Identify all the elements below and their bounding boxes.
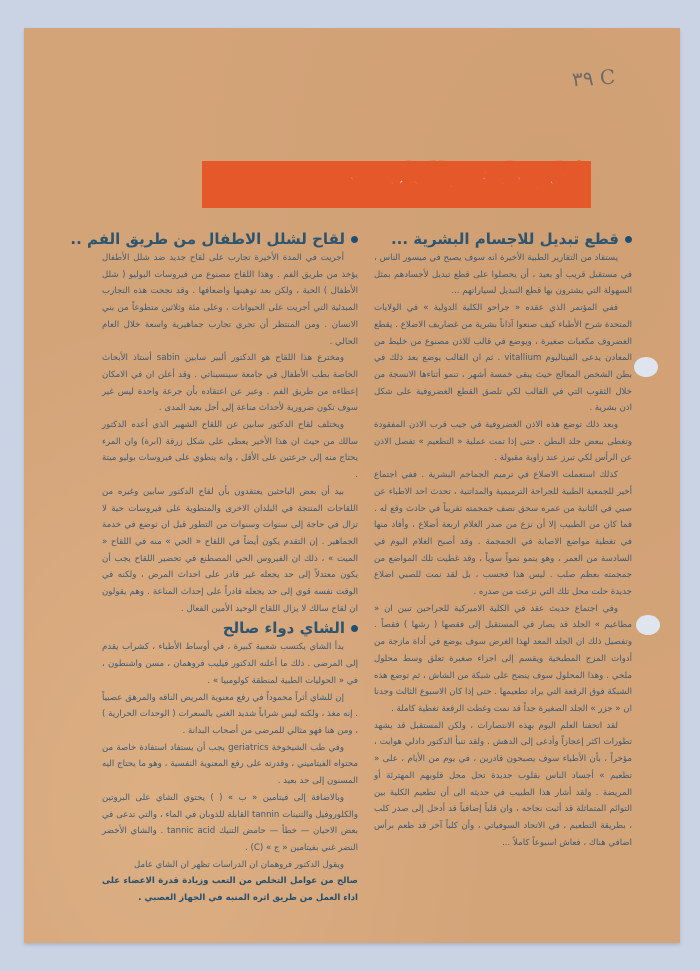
article-heading (374, 228, 632, 250)
paragraph: كذلك استعملت الاضلاع في ترميم الجماجم البشرية . ففي اجتماع أخير للجمعية الطبية للجراحة الترميمية والمداتنية ، تحدث احد الاطباء عن صبي في الثانية من عمره سحق نصف جمجمته تقريباً في حادث وقع له . فما كان من الطبيب إلا أن نزع من صدر الغلام اربعة أضلاع ، وأفاد منها في تغطية مواضع الاصابة في الجمجمة . وقد أصبح الغلام اليوم في السادسة من العمر ، وهو ينمو نمواً سوياً ، وقد غطيت تلك المواضع من جمجمته بعظم صلب . ليس هذا فحسب ، بل لقد نمت للصبي اضلاع جديدة حلت محل تلك التي نزعت من صدره . (374, 470, 632, 598)
heading-text: قطع تبديل للاجسام البشرية ... (390, 230, 619, 248)
paragraph: بيد أن بعض الباحثين يعتقدون بأن لقاح الدكتور سابين وغيره من اللقاحات المنتجة في البلدان الاخرى والمنطوية على فيروسات حية لا تزال في حاجة إلى سنوات وسنوات من التطور قبل ان توضع في خدمة الجماهير . إن التقدم يكون أيضاً في اللقاح « الحي » منه في اللقاح « الميت » ، ذلك ان الفيروس الحي المصطنع في تحضير اللقاح يجب أن يكون معتدلاً إلى حد يجعله غير قادر على احداث المرض ، ولكنه في الوقت نفسه قوي إلى حد يجعله قادراً على إحداث المناعة . وهم يقولون ان لقاح سالك لا يزال اللقاح الوحيد الأمين الفعال . (102, 486, 358, 614)
paragraph: ويختلف لقاح الدكتور سابين عن اللقاح الشهير الذي أعده الدكتور سالك من حيث ان هذا الأخير يعطى على شكل زرقة (ابرة) وان المرء يحتاج منه إلى جرعتين على الأقل ، وانه ينطوي على فيروسات بوليو ميتة . (102, 420, 358, 481)
bullet-icon (351, 236, 358, 243)
bullet-icon (625, 236, 632, 243)
punch-hole (636, 615, 660, 635)
article-heading-tea (102, 617, 358, 639)
banner-title: كل ما في الطب من جديد (245, 158, 573, 193)
paragraph: أجريت في المدة الأخيرة تجارب على لقاح جديد ضد شلل الأطفال يؤخذ من طريق الفم . وهذا اللقاح مصنوع من فيروسات البوليو ( شلل الأطفال ) الحية ، ولكن بعد توهينها واضعافها . وقد نجحت هذه التجارب المبدئية التي أجريت على الحيوانات ، وعلى مئة وثلاثين متطوعاً من بني الانسان . ومن المنتظر أن تجري تجارب جماهيرية واسعة خلال العام الحالي . (102, 253, 358, 347)
article-body-parts-replacement (374, 228, 632, 851)
paragraph: ويقول الدكتور فروهمان ان الدراسات تظهر ان الشاي عامل (133, 859, 344, 870)
paragraph: وفي اجتماع حديث عقد في الكلية الاميركية للجراحين تبين ان « مطاعيم » الجلد قد يصار في المستقبل إلى فقصها ( رشها ) فقصاً . وتفصيل ذلك ان الجلد المعد لهذا الغرض سوف يوضع في أداة مازجة من أدوات المزج المطبخية ويقسم إلى اجزاء صغيرة تعلق وسط محلول ملحي . وهذا المحلول سوف ينضح على شبكة من الشاش ، ثم توضع هذه الشبكة فوق الرقعة التي يراد تطعيمها . حتى إذا كان الاسبوع الثالث وجدنا ان « جزر » الجلد الصغيرة جداً قد نمت وغطت الرقعة تغطية كاملة . (374, 603, 632, 714)
punch-hole (634, 357, 658, 377)
bullet-icon (351, 625, 358, 632)
closing-bold-paragraph: صالح من عوامل التخلص من التعب وزيادة قدرة الاعضاء على اداء العمل من طريق اثره المنبه في الجهاز العصبي . (102, 876, 358, 904)
article-heading-polio (70, 228, 358, 250)
handwritten-folio-mark: ٣٩ C (571, 64, 618, 92)
paragraph: وبعد ذلك توضع هذه الاذن الغضروفية في جيب قرب الاذن المفقودة وتغطى ببعض جلد البطن . حتى إذا تمت عملية « التطعيم » تفصل الاذن عن الرأس لكي تبرز عند زاوية مقبولة . (374, 420, 632, 464)
heading-text: الشاي دواء صالح (222, 619, 345, 638)
paragraph: وفي طب الشيخوخة geriatrics يجب أن يستفاد استفادة خاصة من محتواه الفيتاميني ، وقدرته على رفع المعنوية النفسية ، وهو ما يحتاج اليه المسنون إلى حد بعيد . (102, 742, 358, 787)
paragraph: وبالاضافة إلى فيتامين « ب » ( ) يحتوي الشاي على البروتين والكلوروفيل والتنينات tannin القابلة للذوبان في الماء ، والتي تدعى في بعض الاحيان — خطأ — حامض التنيك tannic acid . والشاي الأخضر النضر غني بفيتامين « ج » (C) . (102, 792, 359, 853)
paragraph: يستفاد من التقارير الطبية الأخيرة انه سوف يصبح في ميسور الناس ، في مستقبل قريب أو بعيد ، أن يحصلوا على قطع تبديل لأجسادهم بمثل السهولة التي يشترون بها قطع التبديل لسياراتهم ... (374, 253, 632, 297)
heading-text: لقاح لشلل الاطفال من طريق الفم .. (70, 230, 345, 248)
magazine-page (24, 28, 680, 943)
paragraph: ومخترع هذا اللقاح هو الدكتور ألبير سابين sabin أستاذ الأبحاث الخاصة بطب الأطفال في جامعة سينسيناتي . وقد أعلن ان في الامكان إعطاءه من طريق الفم . وعبر عن اعتقاده بأن جرعة واحدة ليس غير سوف تكون ضرورية لأحداث مناعة إلى أجل بعيد المدى . (102, 353, 358, 414)
article-polio-and-tea (70, 228, 359, 907)
paragraph: إن للشاي أثراً محموداً في رفع معنوية المريض الناقه والمرهق عصبياً . إنه مغذ ، ولكنه ليس شراباً شديد الغنى بالسعرات ( الوحدات الحرارية ) ، ومن هنا فهو مثالي للمرضى من أصحاب البدانة . (102, 692, 358, 736)
paragraph: بدأ الشاي يكتسب شعبية كبيرة ، في أوساط الأطباء ، كشراب يقدم إلى المرضى . ذلك ما أعلنه الدكتور فيليب فروهمان ، مسن واشنطون ، في « الحوليات الطبية لمنطقة كولومبيا » . (102, 642, 358, 686)
paragraph: ففي المؤتمر الذي عقده « جراحو الكلية الدولية » في الولايات المتحدة شرح الأطباء كيف صنعوا آذاناً بشرية من غضاريف الاضلاع . يقطع الغضروف مكعبات صغيرة ، ويوضع في قالب للاذن مصنوع من خليط من المعادن يدعى الفيتاليوم vitallium . ثم ان القالب يوضع بعد ذلك في بطن الشخص المعالج حيث يبقى خمسة أشهر ، تنمو أثناءها الانسجة من خلال الثقوب التي في القالب لكي تلصق القطع الغضروفية على شكل اذن بشرية . (374, 303, 632, 414)
paragraph: لقد اتحفنا العلم اليوم بهذه الانتصارات ، ولكن المستقبل قد يشهد تطورات اكثر إعجازاً وأدعى إلى الدهش . ولقد تنبأ الدكتور دادلي هوايت ، مؤخراً ، بأن الأطباء سوف يصبحون قادرين ، في يوم من الأيام ، على « تطعيم » أجساد الناس بقلوب جديدة تحل محل قلوبهم المهترئة أو المريضة . ولقد أشار هذا الطبيب في حديثه الى أن تطعيم الكلية بين التوائم المتماثلة قد أثبت نجاحه ، وان قلباً إضافياً قد أدخل إلى صدر كلب ، بطريقة التطعيم ، في الاتحاد السوفياتي ، وأن كلباً آخر قد طعم برأس اضافي هناك ، فعاش اسبوعاً كاملاً ... (374, 720, 632, 848)
